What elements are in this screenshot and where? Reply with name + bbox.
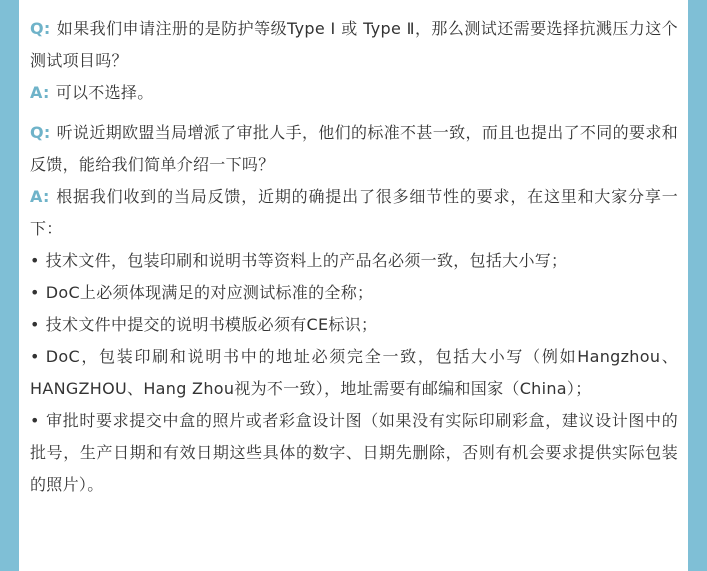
answer-text: 根据我们收到的当局反馈，近期的确提出了很多细节性的要求，在这里和大家分享一下：	[30, 187, 678, 238]
bullet-text: DoC，包装印刷和说明书中的地址必须完全一致，包括大小写（例如Hangzhou、HANGZHOU、Hang Zhou视为不一致），地址需要有邮编和国家（China）；	[30, 347, 678, 398]
bullet-text: 技术文件，包装印刷和说明书等资料上的产品名必须一致，包括大小写；	[45, 251, 568, 270]
question-2	[30, 117, 678, 181]
bullet-text: 审批时要求提交中盒的照片或者彩盒设计图（如果没有实际印刷彩盒，建议设计图中的批号，生产日期和有效日期这些具体的数字、日期先删除，否则有机会要求提供实际包装的照片）。	[30, 411, 678, 494]
bullet-text: 技术文件中提交的说明书模版必须有CE标识；	[45, 315, 378, 334]
bullet-item	[30, 309, 678, 341]
bullet-icon: •	[30, 251, 40, 270]
bullet-item	[30, 405, 678, 501]
question-1	[30, 13, 678, 77]
question-text: 如果我们申请注册的是防护等级Type Ⅰ 或 Type Ⅱ，那么测试还需要选择抗溅压力这个测试项目吗？	[30, 19, 678, 70]
article-card	[19, 0, 688, 571]
bullet-item	[30, 245, 678, 277]
answer-1	[30, 77, 678, 109]
bullet-text: DoC上必须体现满足的对应测试标准的全称；	[45, 283, 374, 302]
bullet-icon: •	[30, 283, 40, 302]
bullet-icon: •	[30, 315, 40, 334]
bullet-icon: •	[30, 347, 40, 366]
qa-content	[30, 13, 678, 501]
bullet-icon: •	[30, 411, 40, 430]
question-text: 听说近期欧盟当局增派了审批人手，他们的标准不甚一致，而且也提出了不同的要求和反馈，能给我们简单介绍一下吗？	[30, 123, 678, 174]
question-label: Q:	[30, 123, 51, 142]
answer-label: A:	[30, 83, 50, 102]
paragraph-gap	[30, 109, 678, 117]
answer-2	[30, 181, 678, 245]
answer-label: A:	[30, 187, 50, 206]
answer-text: 可以不选择。	[55, 83, 154, 102]
bullet-item	[30, 341, 678, 405]
question-label: Q:	[30, 19, 51, 38]
bullet-item	[30, 277, 678, 309]
